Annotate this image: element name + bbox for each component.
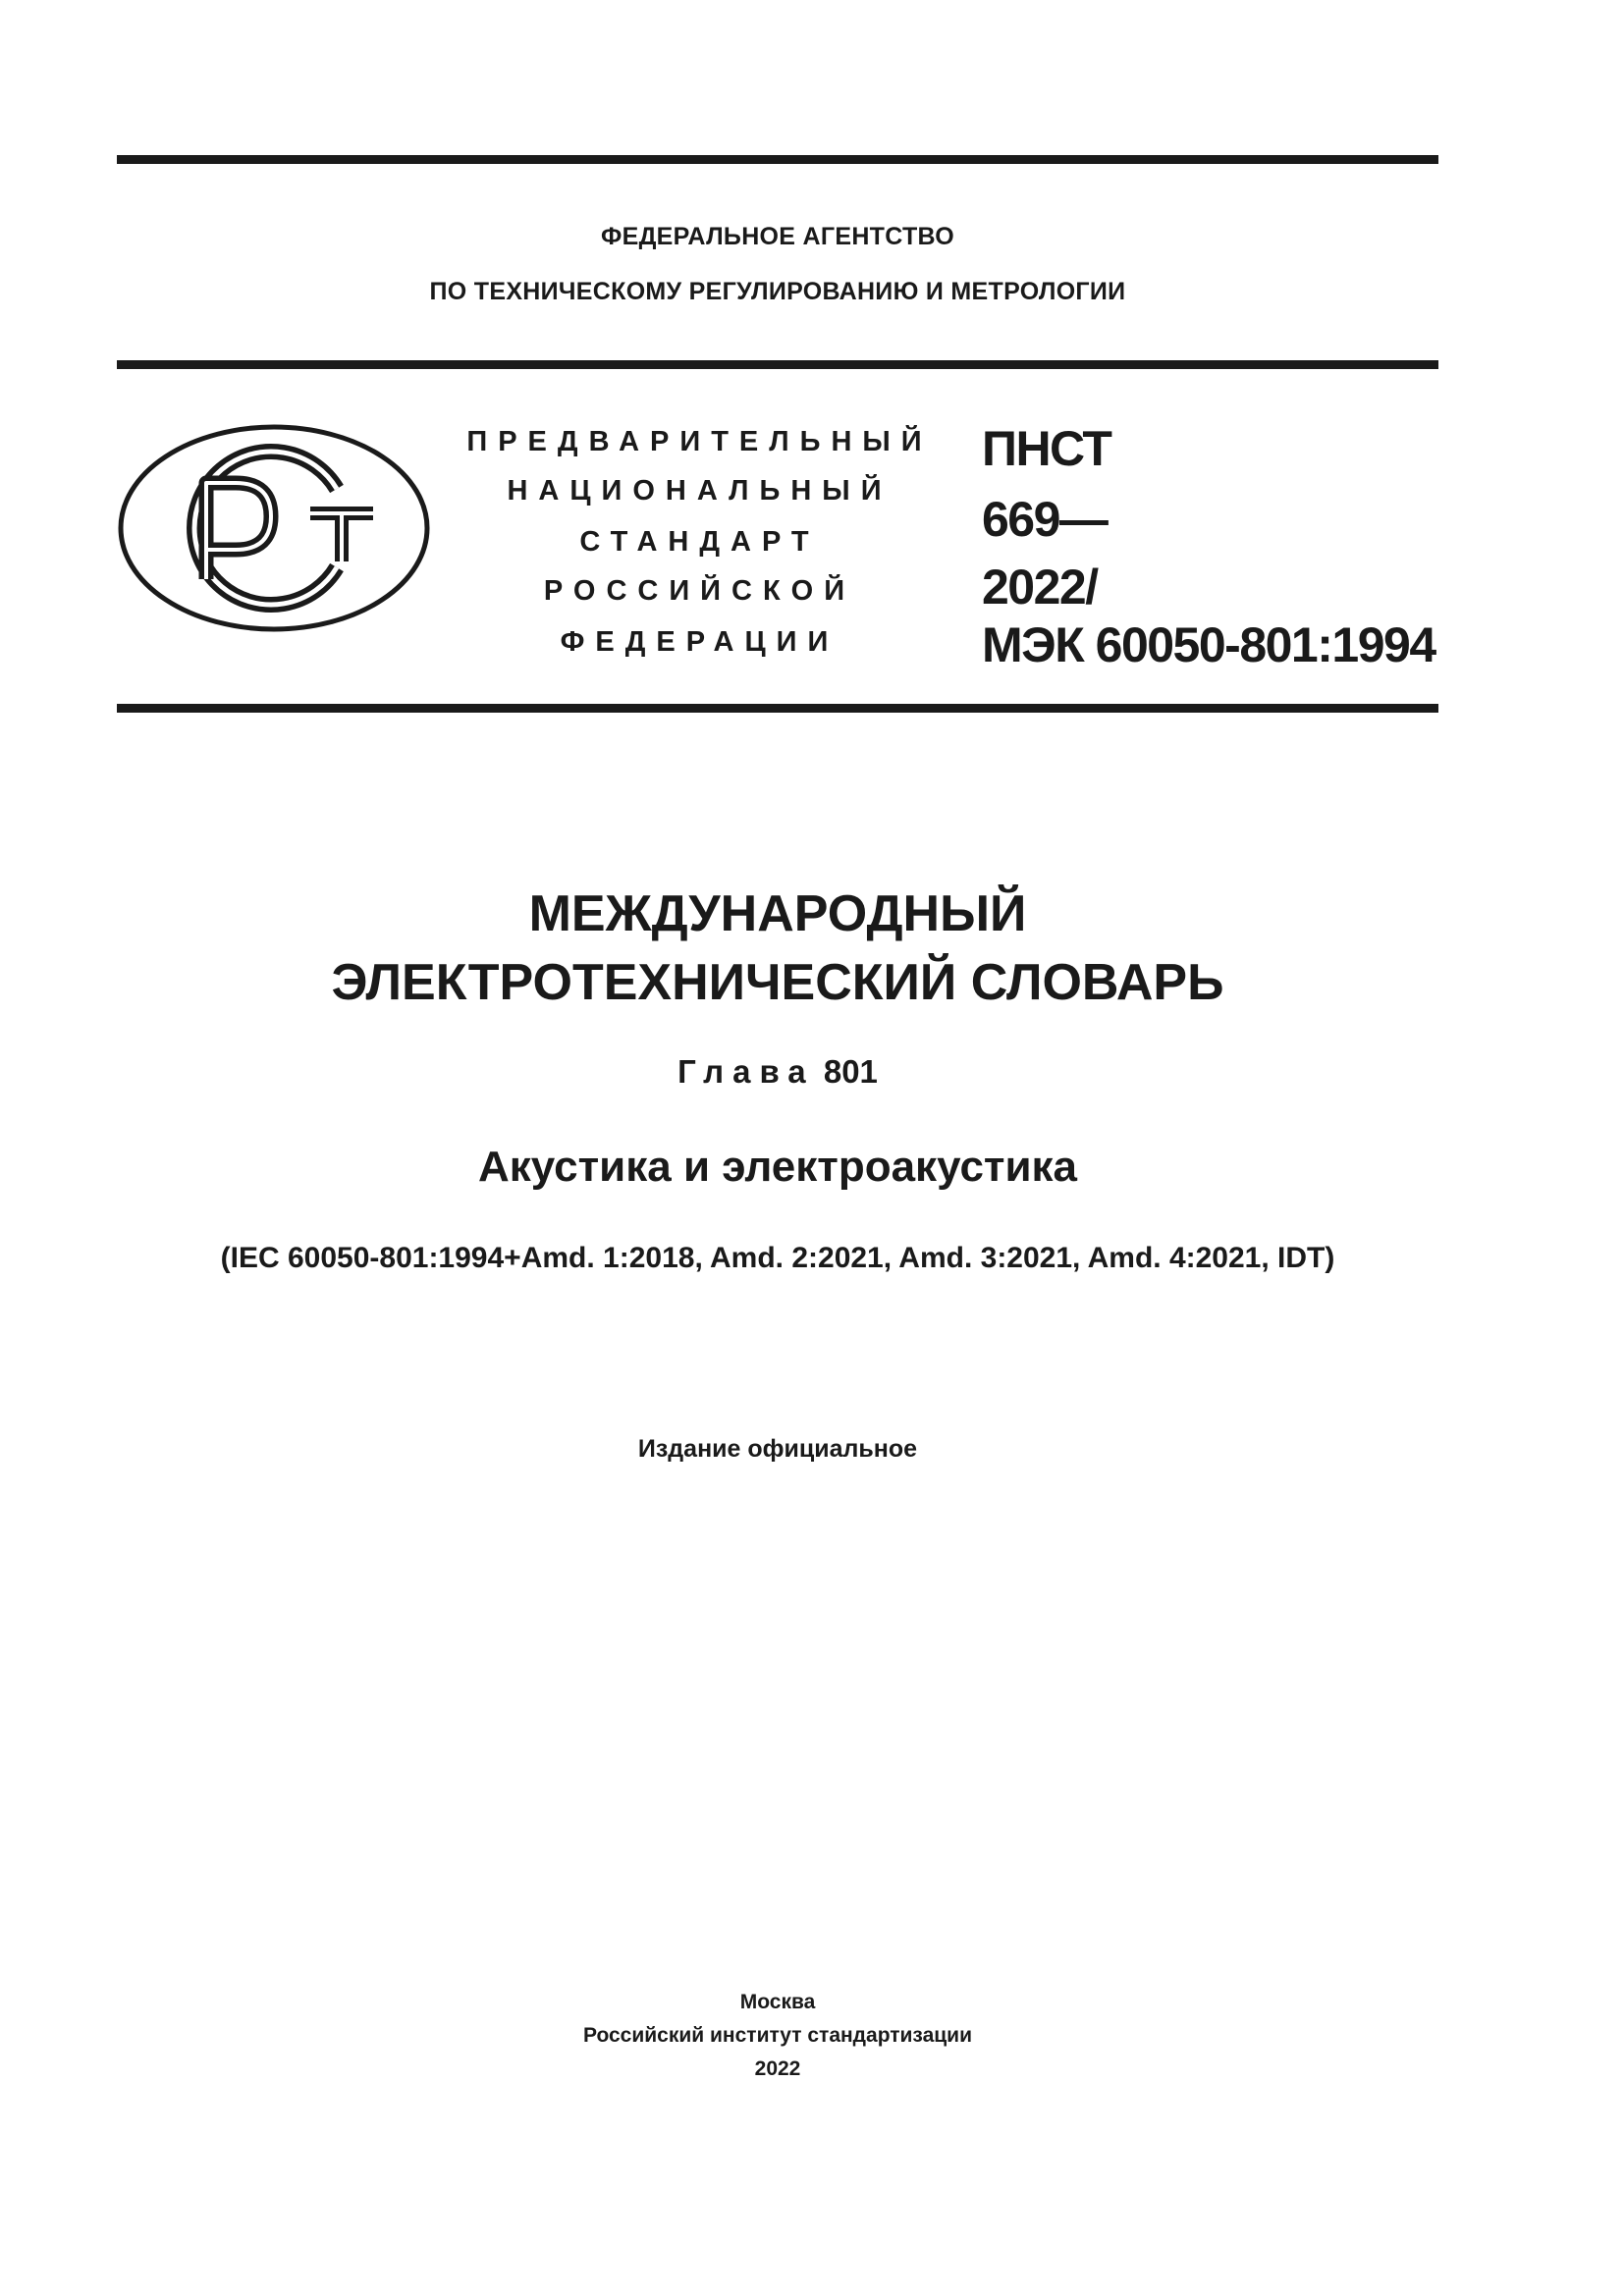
designation-line3: 2022/ [982,560,1098,614]
document-subject: Акустика и электроакустика [477,1143,1078,1191]
header-divider [117,360,1438,369]
rst-mark-icon [116,422,432,634]
designation-line1: ПНСТ [982,421,1111,476]
publisher-name: Российский институт стандартизации [582,2024,973,2047]
publication-year: 2022 [754,2057,801,2080]
standard-kind-line2: НАЦИОНАЛЬНЫЙ [507,475,893,507]
document-title-line1: МЕЖДУНАРОДНЫЙ [528,885,1027,942]
agency-name-line2: ПО ТЕХНИЧЕСКОМУ РЕГУЛИРОВАНИЮ И МЕТРОЛОГИИ [429,278,1126,305]
standard-kind-line4: РОССИЙСКОЙ [543,575,856,607]
header-bottom-rule [117,704,1438,713]
designation-line4: МЭК 60050-801:1994 [982,617,1435,672]
standard-kind-line3: СТАНДАРТ [579,526,820,558]
chapter-number: 801 [823,1053,878,1090]
designation-line2: 669— [982,492,1108,547]
iec-reference: (IEC 60050-801:1994+Amd. 1:2018, Amd. 2:2021, Amd. 3:2021, Amd. 4:2021, IDT) [220,1242,1335,1274]
standard-kind-line1: ПРЕДВАРИТЕЛЬНЫЙ [466,426,933,457]
top-rule [117,155,1438,164]
edition-label: Издание официальное [637,1435,918,1463]
standard-kind-line5: ФЕДЕРАЦИИ [560,626,839,658]
document-title-line2: ЭЛЕКТРОТЕХНИЧЕСКИЙ СЛОВАРЬ [331,954,1224,1011]
chapter-word: Глава [677,1053,815,1090]
chapter-heading [117,1053,1438,1091]
agency-name-line1: ФЕДЕРАЛЬНОЕ АГЕНТСТВО [600,223,955,250]
publisher-city: Москва [739,1991,816,2013]
